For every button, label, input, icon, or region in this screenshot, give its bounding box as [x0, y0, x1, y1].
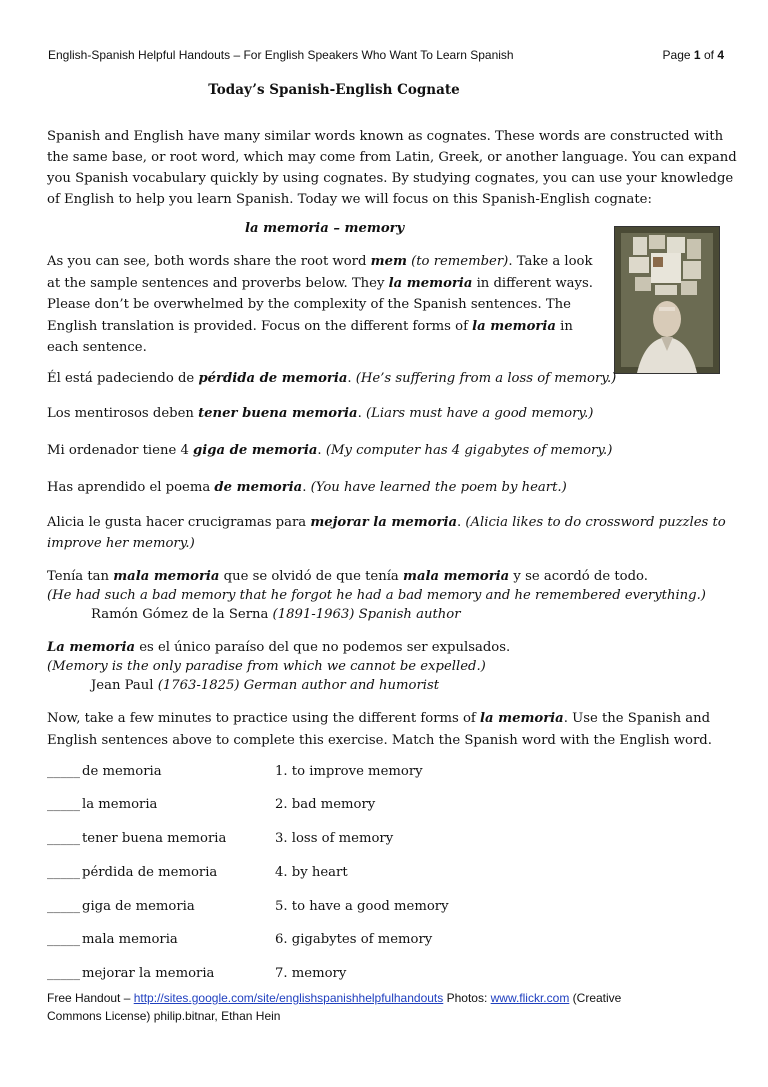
root-paragraph: As you can see, both words share the root word mem (to remember). Take a look at the sample sentences and proverbs below. They la memoria in different ways. Please don’t be overwhelmed by the complexity of the Spanish sentences. The English translation is provided. Focus on the different forms of la memoria in each sentence.: [47, 254, 593, 355]
exercise-row: _____ mala memoria 6. gigabytes of memory: [47, 932, 433, 947]
page-footer: Free Handout – http://sites.google.com/site/englishspanishhelpfulhandouts Photos: www.flickr.com (Creative Commons License) philip.bitnar, Ethan Hein: [47, 991, 622, 1023]
exercise-row: _____ la memoria 2. bad memory: [47, 797, 376, 812]
page-number: Page 1 of 4: [662, 48, 724, 62]
answer-blank[interactable]: _____: [47, 831, 80, 846]
answer-blank[interactable]: _____: [47, 797, 80, 812]
example-sentence: Alicia le gusta hacer crucigramas para mejorar la memoria. (Alicia likes to do crossword puzzles to improve her memory.): [47, 515, 726, 551]
answer-blank[interactable]: _____: [47, 932, 80, 947]
flickr-link[interactable]: www.flickr.com: [490, 991, 570, 1005]
exercise-row: _____ tener buena memoria 3. loss of memory: [47, 831, 394, 846]
exercise-row: _____ pérdida de memoria 4. by heart: [47, 865, 348, 880]
proverb-quote: La memoria es el único paraíso del que no podemos ser expulsados. (Memory is the only paradise from which we cannot be expelled.) Jean Paul (1763-1825) German author and humorist: [47, 640, 511, 693]
cognate-heading: la memoria – memory: [245, 221, 405, 236]
example-sentence: Los mentirosos deben tener buena memoria. (Liars must have a good memory.): [47, 406, 594, 421]
answer-blank[interactable]: _____: [47, 865, 80, 880]
example-sentence: Has aprendido el poema de memoria. (You have learned the poem by heart.): [47, 480, 567, 495]
proverb-quote: Tenía tan mala memoria que se olvidó de que tenía mala memoria y se acordó de todo. (He had such a bad memory that he forgot he had a bad memory and he remembered everything.) Ramón Gómez de la Serna (1891-1963) Spanish author: [47, 569, 706, 622]
page-title: Today’s Spanish-English Cognate: [208, 82, 460, 98]
intro-paragraph: Spanish and English have many similar words known as cognates. These words are constructed with the same base, or root word, which may come from Latin, Greek, or another language. You can expand you Spanish vocabulary quickly by using cognates. By studying cognates, you can use your knowledge of English to help you learn Spanish. Today we will focus on this Spanish-English cognate:: [47, 129, 737, 207]
example-sentence: Mi ordenador tiene 4 giga de memoria. (My computer has 4 gigabytes of memory.): [47, 443, 613, 458]
handouts-link[interactable]: http://sites.google.com/site/englishspanishhelpfulhandouts: [133, 991, 444, 1005]
memory-illustration-photo: [614, 226, 720, 374]
exercise-row: _____ mejorar la memoria 7. memory: [47, 966, 347, 981]
exercise-instructions: Now, take a few minutes to practice using the different forms of la memoria. Use the Spanish and English sentences above to complete this exercise. Match the Spanish word with the English word.: [47, 711, 712, 748]
answer-blank[interactable]: _____: [47, 764, 80, 779]
answer-blank[interactable]: _____: [47, 966, 80, 981]
page-header: [48, 48, 724, 62]
memory-illustration: [615, 227, 719, 373]
header-title: English-Spanish Helpful Handouts – For English Speakers Who Want To Learn Spanish: [48, 48, 514, 62]
example-sentence: Él está padeciendo de pérdida de memoria. (He’s suffering from a loss of memory.): [47, 371, 617, 386]
exercise-row: _____ de memoria 1. to improve memory: [47, 764, 423, 779]
exercise-row: _____ giga de memoria 5. to have a good memory: [47, 899, 449, 914]
answer-blank[interactable]: _____: [47, 899, 80, 914]
